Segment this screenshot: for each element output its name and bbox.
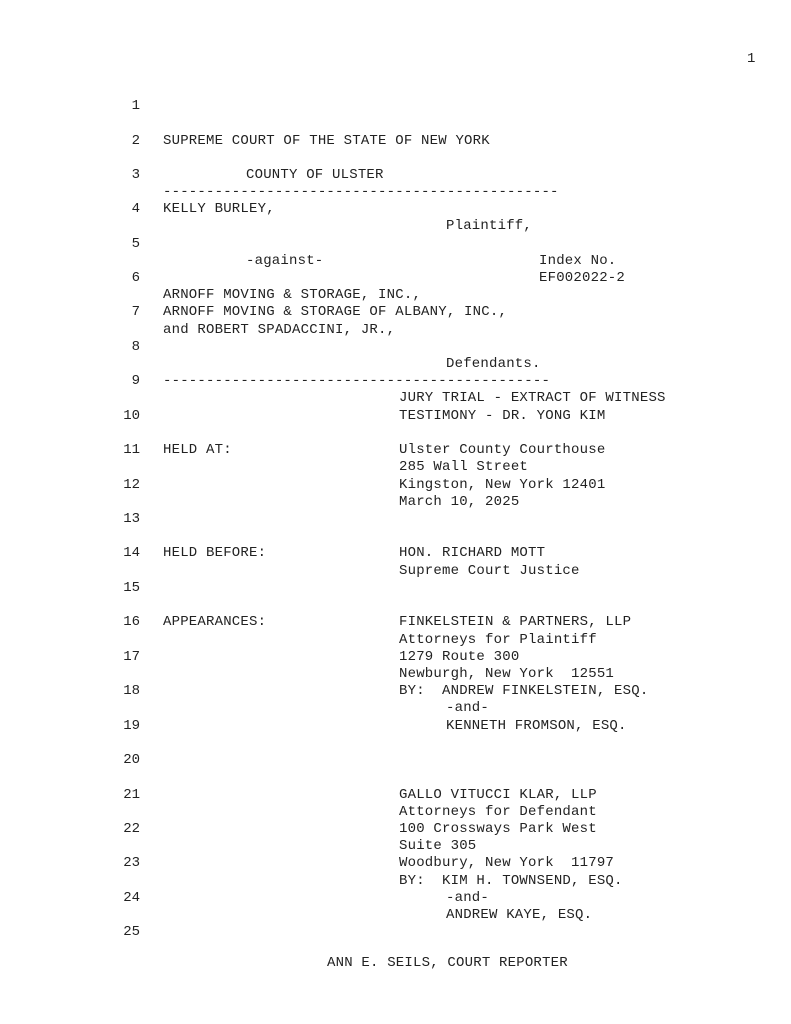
line-number: 18 bbox=[123, 683, 140, 699]
defendant-name: and ROBERT SPADACCINI, JR., bbox=[163, 322, 396, 338]
plaintiff-counsel-line: 1279 Route 300 bbox=[399, 649, 520, 665]
line-number: 8 bbox=[131, 339, 140, 355]
line-number: 16 bbox=[123, 614, 140, 630]
line-number: 25 bbox=[123, 924, 140, 940]
defendant-counsel-line: BY: KIM H. TOWNSEND, ESQ. bbox=[399, 873, 623, 889]
line-number: 22 bbox=[123, 821, 140, 837]
caption-divider: ---------------------------------------------- bbox=[163, 184, 559, 200]
line-number: 9 bbox=[131, 373, 140, 389]
transcript-title: JURY TRIAL - EXTRACT OF WITNESS bbox=[399, 390, 666, 406]
line-number: 23 bbox=[123, 855, 140, 871]
index-label: Index No. bbox=[539, 253, 617, 269]
line-number: 19 bbox=[123, 718, 140, 734]
held-before-label: HELD BEFORE: bbox=[163, 545, 267, 561]
plaintiff-counsel-line: Attorneys for Plaintiff bbox=[399, 632, 597, 648]
plaintiff-counsel-line: -and- bbox=[446, 700, 490, 716]
court-reporter-footer: ANN E. SEILS, COURT REPORTER bbox=[327, 955, 568, 971]
defendant-counsel-line: -and- bbox=[446, 890, 490, 906]
line-number: 12 bbox=[123, 477, 140, 493]
defendant-counsel-line: Suite 305 bbox=[399, 838, 477, 854]
line-number: 24 bbox=[123, 890, 140, 906]
line-number: 6 bbox=[131, 270, 140, 286]
defendants-role: Defendants. bbox=[446, 356, 541, 372]
line-number: 4 bbox=[131, 201, 140, 217]
index-number: EF002022-2 bbox=[539, 270, 626, 286]
plaintiff-counsel-line: BY: ANDREW FINKELSTEIN, ESQ. bbox=[399, 683, 649, 699]
held-at-line: Ulster County Courthouse bbox=[399, 442, 606, 458]
line-number: 14 bbox=[123, 545, 140, 561]
defendant-counsel-line: 100 Crossways Park West bbox=[399, 821, 597, 837]
plaintiff-name: KELLY BURLEY, bbox=[163, 201, 275, 217]
line-number: 11 bbox=[123, 442, 140, 458]
held-before-line: HON. RICHARD MOTT bbox=[399, 545, 546, 561]
defendant-counsel-line: ANDREW KAYE, ESQ. bbox=[446, 907, 593, 923]
held-at-line: Kingston, New York 12401 bbox=[399, 477, 606, 493]
line-number: 1 bbox=[131, 98, 140, 114]
held-at-line: 285 Wall Street bbox=[399, 459, 529, 475]
line-number: 3 bbox=[131, 167, 140, 183]
line-number: 21 bbox=[123, 787, 140, 803]
plaintiff-counsel-line: Newburgh, New York 12551 bbox=[399, 666, 615, 682]
line-number: 5 bbox=[131, 236, 140, 252]
held-at-line: March 10, 2025 bbox=[399, 494, 520, 510]
caption-divider: --------------------------------------------- bbox=[163, 373, 551, 389]
page-number: 1 bbox=[747, 51, 756, 67]
held-at-label: HELD AT: bbox=[163, 442, 232, 458]
defendant-name: ARNOFF MOVING & STORAGE, INC., bbox=[163, 287, 422, 303]
appearances-label: APPEARANCES: bbox=[163, 614, 267, 630]
line-number: 2 bbox=[131, 133, 140, 149]
line-number: 13 bbox=[123, 511, 140, 527]
plaintiff-counsel-line: KENNETH FROMSON, ESQ. bbox=[446, 718, 627, 734]
line-number: 10 bbox=[123, 408, 140, 424]
line-number: 20 bbox=[123, 752, 140, 768]
defendant-counsel-line: Attorneys for Defendant bbox=[399, 804, 597, 820]
defendant-counsel-line: GALLO VITUCCI KLAR, LLP bbox=[399, 787, 597, 803]
against-label: -against- bbox=[246, 253, 324, 269]
held-before-line: Supreme Court Justice bbox=[399, 563, 580, 579]
defendant-counsel-line: Woodbury, New York 11797 bbox=[399, 855, 615, 871]
plaintiff-counsel-line: FINKELSTEIN & PARTNERS, LLP bbox=[399, 614, 632, 630]
defendant-name: ARNOFF MOVING & STORAGE OF ALBANY, INC., bbox=[163, 304, 508, 320]
plaintiff-role: Plaintiff, bbox=[446, 218, 533, 234]
transcript-title: TESTIMONY - DR. YONG KIM bbox=[399, 408, 606, 424]
line-number: 7 bbox=[131, 304, 140, 320]
line-number: 17 bbox=[123, 649, 140, 665]
line-number: 15 bbox=[123, 580, 140, 596]
county-name: COUNTY OF ULSTER bbox=[246, 167, 384, 183]
court-name: SUPREME COURT OF THE STATE OF NEW YORK bbox=[163, 133, 490, 149]
